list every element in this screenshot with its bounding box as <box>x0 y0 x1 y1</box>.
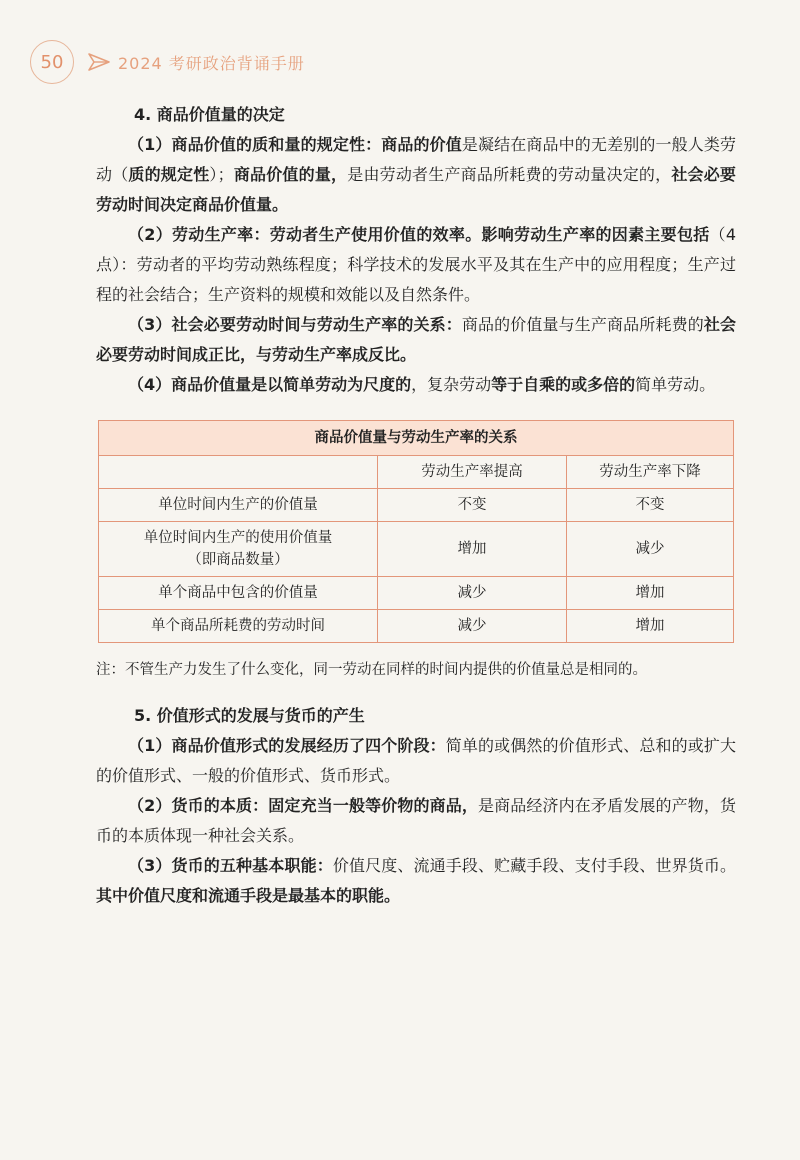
text-run: 是商品经济内在矛盾发展的产物，货币的本质体现一种社会关系。 <box>96 796 736 845</box>
text-run: ）； <box>209 165 234 184</box>
text-run: （1）商品价值形式的发展经历了四个阶段： <box>128 736 446 755</box>
table-cell: 不变 <box>378 489 567 522</box>
section-5-heading: 5. 价值形式的发展与货币的产生 <box>134 706 365 725</box>
text-run: 商品价值的量， <box>233 165 348 184</box>
page-number: 50 <box>30 40 74 84</box>
table-row-label <box>99 522 378 577</box>
table-row <box>99 577 734 610</box>
text-run: 其中价值尺度和流通手段是最基本的职能。 <box>96 886 401 905</box>
table-cell: 不变 <box>567 489 734 522</box>
table-header-down: 劳动生产率下降 <box>567 456 734 489</box>
table-cell: 增加 <box>567 577 734 610</box>
text-run: 商品的价值量与生产商品所耗费的 <box>461 315 704 334</box>
text-run: （4点）：劳动者的平均劳动熟练程度；科学技术的发展水平及其在生产中的应用程度；生产过程的社会结合；生产资料的规模和效能以及自然条件。 <box>96 225 736 304</box>
paragraph-5-3 <box>96 851 736 911</box>
table-header-empty <box>99 456 378 489</box>
table-row-label: 单个商品所耗费的劳动时间 <box>99 610 378 643</box>
paragraph-5-1 <box>96 731 736 791</box>
table-row <box>99 489 734 522</box>
table-cell: 减少 <box>378 577 567 610</box>
paragraph-5-2 <box>96 791 736 851</box>
table-caption-row <box>99 421 734 456</box>
section-4-heading: 4. 商品价值量的决定 <box>134 105 285 124</box>
text-run: （3）货币的五种基本职能： <box>128 856 333 875</box>
page-header <box>30 40 305 84</box>
paragraph-4-1 <box>96 130 736 220</box>
table-header-row <box>99 456 734 489</box>
page-content <box>96 100 736 911</box>
paragraph-4-4 <box>96 370 736 400</box>
text-run: 社会必要劳动时间决定商品价值量。 <box>96 165 736 214</box>
table-note: 注：不管生产力发生了什么变化，同一劳动在同样的时间内提供的价值量总是相同的。 <box>96 662 647 678</box>
text-run: 社会必要劳动时间成正比，与劳动生产率成反比。 <box>96 315 736 364</box>
text-run: 是凝结在商品中的无差别的一般人类劳动（ <box>96 135 736 184</box>
table-row <box>99 522 734 577</box>
text-run: 简单劳动。 <box>635 375 716 394</box>
paragraph-4-3 <box>96 310 736 370</box>
text-run: ，复杂劳动 <box>411 375 492 394</box>
label-line: （即商品数量） <box>187 552 289 568</box>
text-run: 是由劳动者生产商品所耗费的劳动量决定的， <box>347 165 672 184</box>
table-cell: 减少 <box>378 610 567 643</box>
paragraph-4-2 <box>96 220 736 310</box>
text-run: 等于自乘的或多倍的 <box>491 375 636 394</box>
table-row-label: 单位时间内生产的价值量 <box>99 489 378 522</box>
text-run: （2）货币的本质：固定充当一般等价物的商品， <box>128 796 479 815</box>
table-cell: 增加 <box>378 522 567 577</box>
table-row <box>99 610 734 643</box>
table-caption: 商品价值量与劳动生产率的关系 <box>99 421 734 456</box>
text-run: （1）商品价值的质和量的规定性：商品的价值 <box>128 135 462 154</box>
text-run: 质的规定性 <box>128 165 210 184</box>
table-cell: 减少 <box>567 522 734 577</box>
table-cell: 增加 <box>567 610 734 643</box>
text-run: （4）商品价值量是以简单劳动为尺度的 <box>128 375 412 394</box>
paper-plane-icon <box>88 52 110 72</box>
text-run: （3）社会必要劳动时间与劳动生产率的关系： <box>128 315 462 334</box>
label-line: 单位时间内生产的使用价值量 <box>143 530 333 546</box>
value-productivity-table <box>98 420 734 643</box>
text-run: （2）劳动生产率：劳动者生产使用价值的效率。影响劳动生产率的因素主要包括 <box>128 225 710 244</box>
table-header-up: 劳动生产率提高 <box>378 456 567 489</box>
text-run: 价值尺度、流通手段、贮藏手段、支付手段、世界货币。 <box>332 856 736 875</box>
text-run: 简单的或偶然的价值形式、总和的或扩大的价值形式、一般的价值形式、货币形式。 <box>96 736 736 785</box>
table-row-label: 单个商品中包含的价值量 <box>99 577 378 610</box>
book-title: 2024 考研政治背诵手册 <box>118 53 305 73</box>
